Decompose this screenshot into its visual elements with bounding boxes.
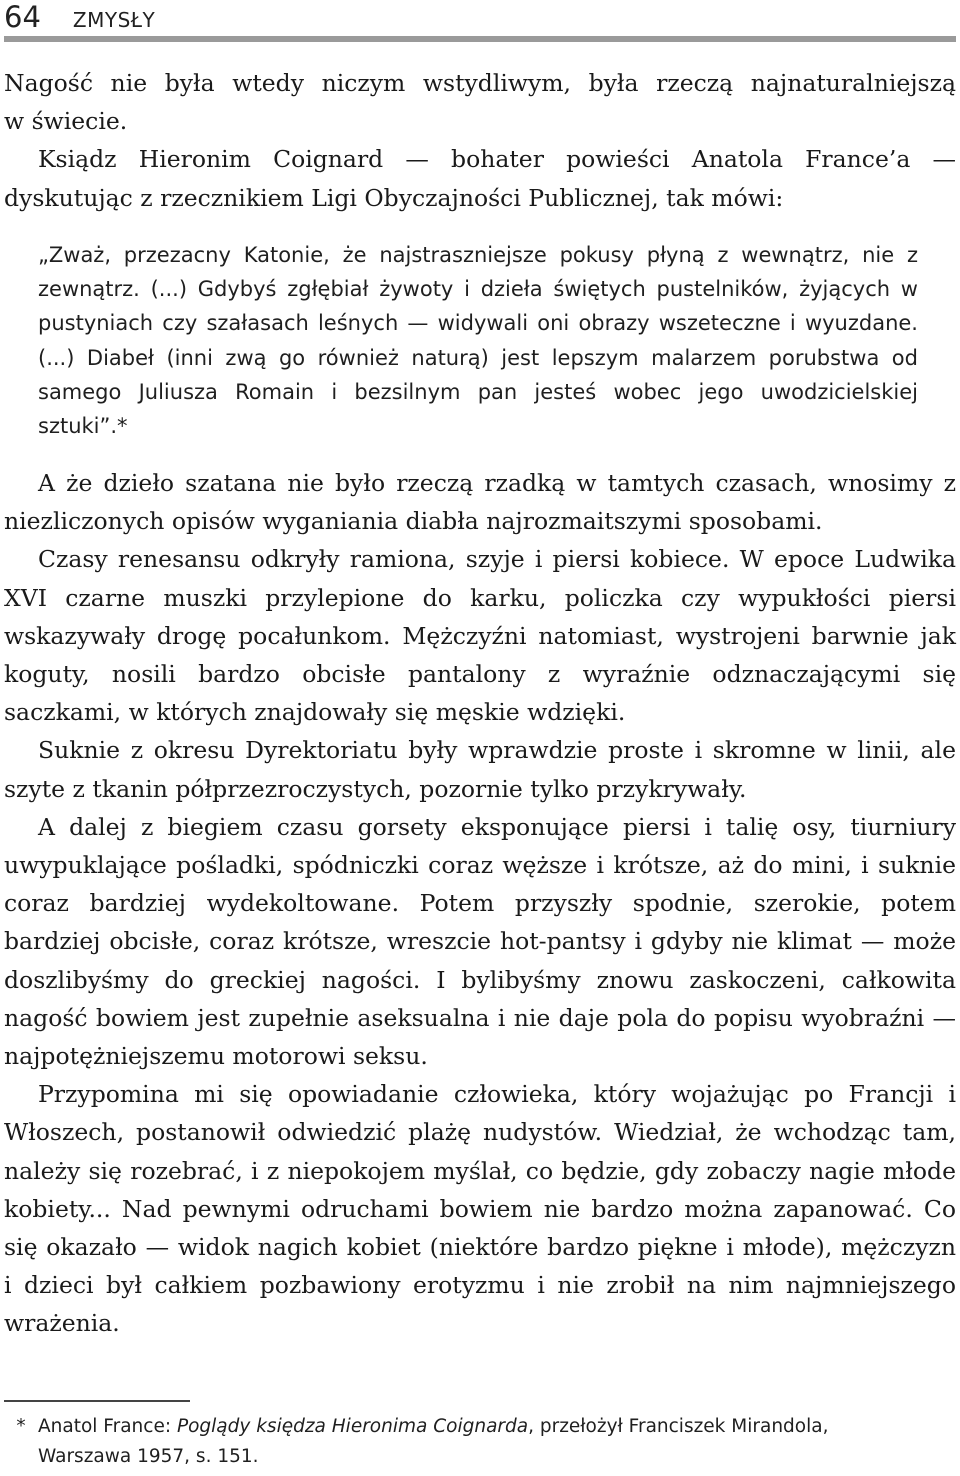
intro-paragraph-2: Ksiądz Hieronim Coignard — bohater powieści Anatola France’a — dyskutując z rzecznikiem Ligi Obyczajności Publicznej, tak mówi: xyxy=(4,145,956,212)
paragraph-3: Suknie z okresu Dyrektoriatu były wprawdzie proste i skromne w linii, ale szyte z tkanin półprzezroczystych, pozornie tylko przykrywały. xyxy=(4,736,956,803)
block-quote: „Zważ, przezacny Katonie, że najstraszniejsze pokusy płyną z wewnątrz, nie z zewnątrz. (...) Gdybyś zgłębiał żywoty i dzieła świętych pustelników, żyjących w pustyniach czy szałasach leśnych — widywali oni obrazy wszeteczne i wyuzdane. (...) Diabeł (inni zwą go również naturą) jest lepszym malarzem porubstwa od samego Juliusza Romain i bezsilnym pan jesteś wobec jego uwodzicielskiej sztuki”.* xyxy=(38,243,918,439)
intro-line-1: Nagość nie była wtedy niczym wstydliwym, była rzeczą najnaturalniejszą xyxy=(4,69,956,97)
main-text xyxy=(4,464,956,1343)
paragraph-1: A że dzieło szatana nie było rzeczą rzadką w tamtych czasach, wnosimy z niezliczonych opisów wyganiania diabła najrozmaitszymi sposobami. xyxy=(4,469,956,536)
intro-line-2: w świecie. xyxy=(4,107,128,136)
intro-paragraphs xyxy=(4,64,956,217)
footnote-line-2: Warszawa 1957, s. 151. xyxy=(38,1446,259,1467)
footnote-author: Anatol France: xyxy=(38,1416,177,1437)
page-number: 64 xyxy=(4,0,41,34)
paragraph-4: A dalej z biegiem czasu gorsety eksponujące piersi i talię osy, tiurniury uwypuklające pośladki, spódniczki coraz węższe i krótsze, aż do mini, i suknie coraz bardziej wydekoltowane. Potem przyszły spodnie, szerokie, potem bardziej obcisłe, coraz krótsze, wreszcie hot-pantsy i gdyby nie klimat — może doszlibyśmy do greckiej nagości. I bylibyśmy znowu zaskoczeni, całkowita nagość bowiem jest zupełnie aseksualna i nie daje pola do popisu wyobraźni — najpotężniejszemu motorowi seksu. xyxy=(4,812,956,1071)
footnote-rest: , przełożył Franciszek Mirandola, xyxy=(528,1416,829,1437)
footnote-mark: * xyxy=(16,1416,26,1437)
paragraph-5: Przypomina mi się opowiadanie człowieka, który wojażując po Francji i Włoszech, postanowił odwiedzić plażę nudystów. Wiedział, że wchodząc tam, należy się rozebrać, i z niepokojem myślał, co będzie, gdy zobaczy nagie młode kobiety... Nad pewnymi odruchami bowiem nie bardzo można zapanować. Co się okazało — widok nagich kobiet (niektóre bardzo piękne i młode), mężczyzn i dzieci był całkiem pozbawiony erotyzmu i nie zrobił na nim najmniejszego wrażenia. xyxy=(4,1080,956,1338)
page-header xyxy=(4,0,956,36)
running-head: ZMYSŁY xyxy=(72,8,156,32)
footnote xyxy=(4,1412,956,1472)
footnote-rule xyxy=(4,1400,190,1402)
footnote-title: Poglądy księdza Hieronima Coignarda xyxy=(176,1416,529,1437)
paragraph-2: Czasy renesansu odkryły ramiona, szyje i piersi kobiece. W epoce Ludwika XVI czarne muszki przylepione do karku, policzka czy wypukłości piersi wskazywały drogę pocałunkom. Mężczyźni natomiast, wystrojeni barwnie jak koguty, nosili bardzo obcisłe pantalony z wyraźnie odznaczającymi się saczkami, w których znajdowały się męskie wdzięki. xyxy=(4,545,956,727)
header-rule xyxy=(4,36,956,42)
